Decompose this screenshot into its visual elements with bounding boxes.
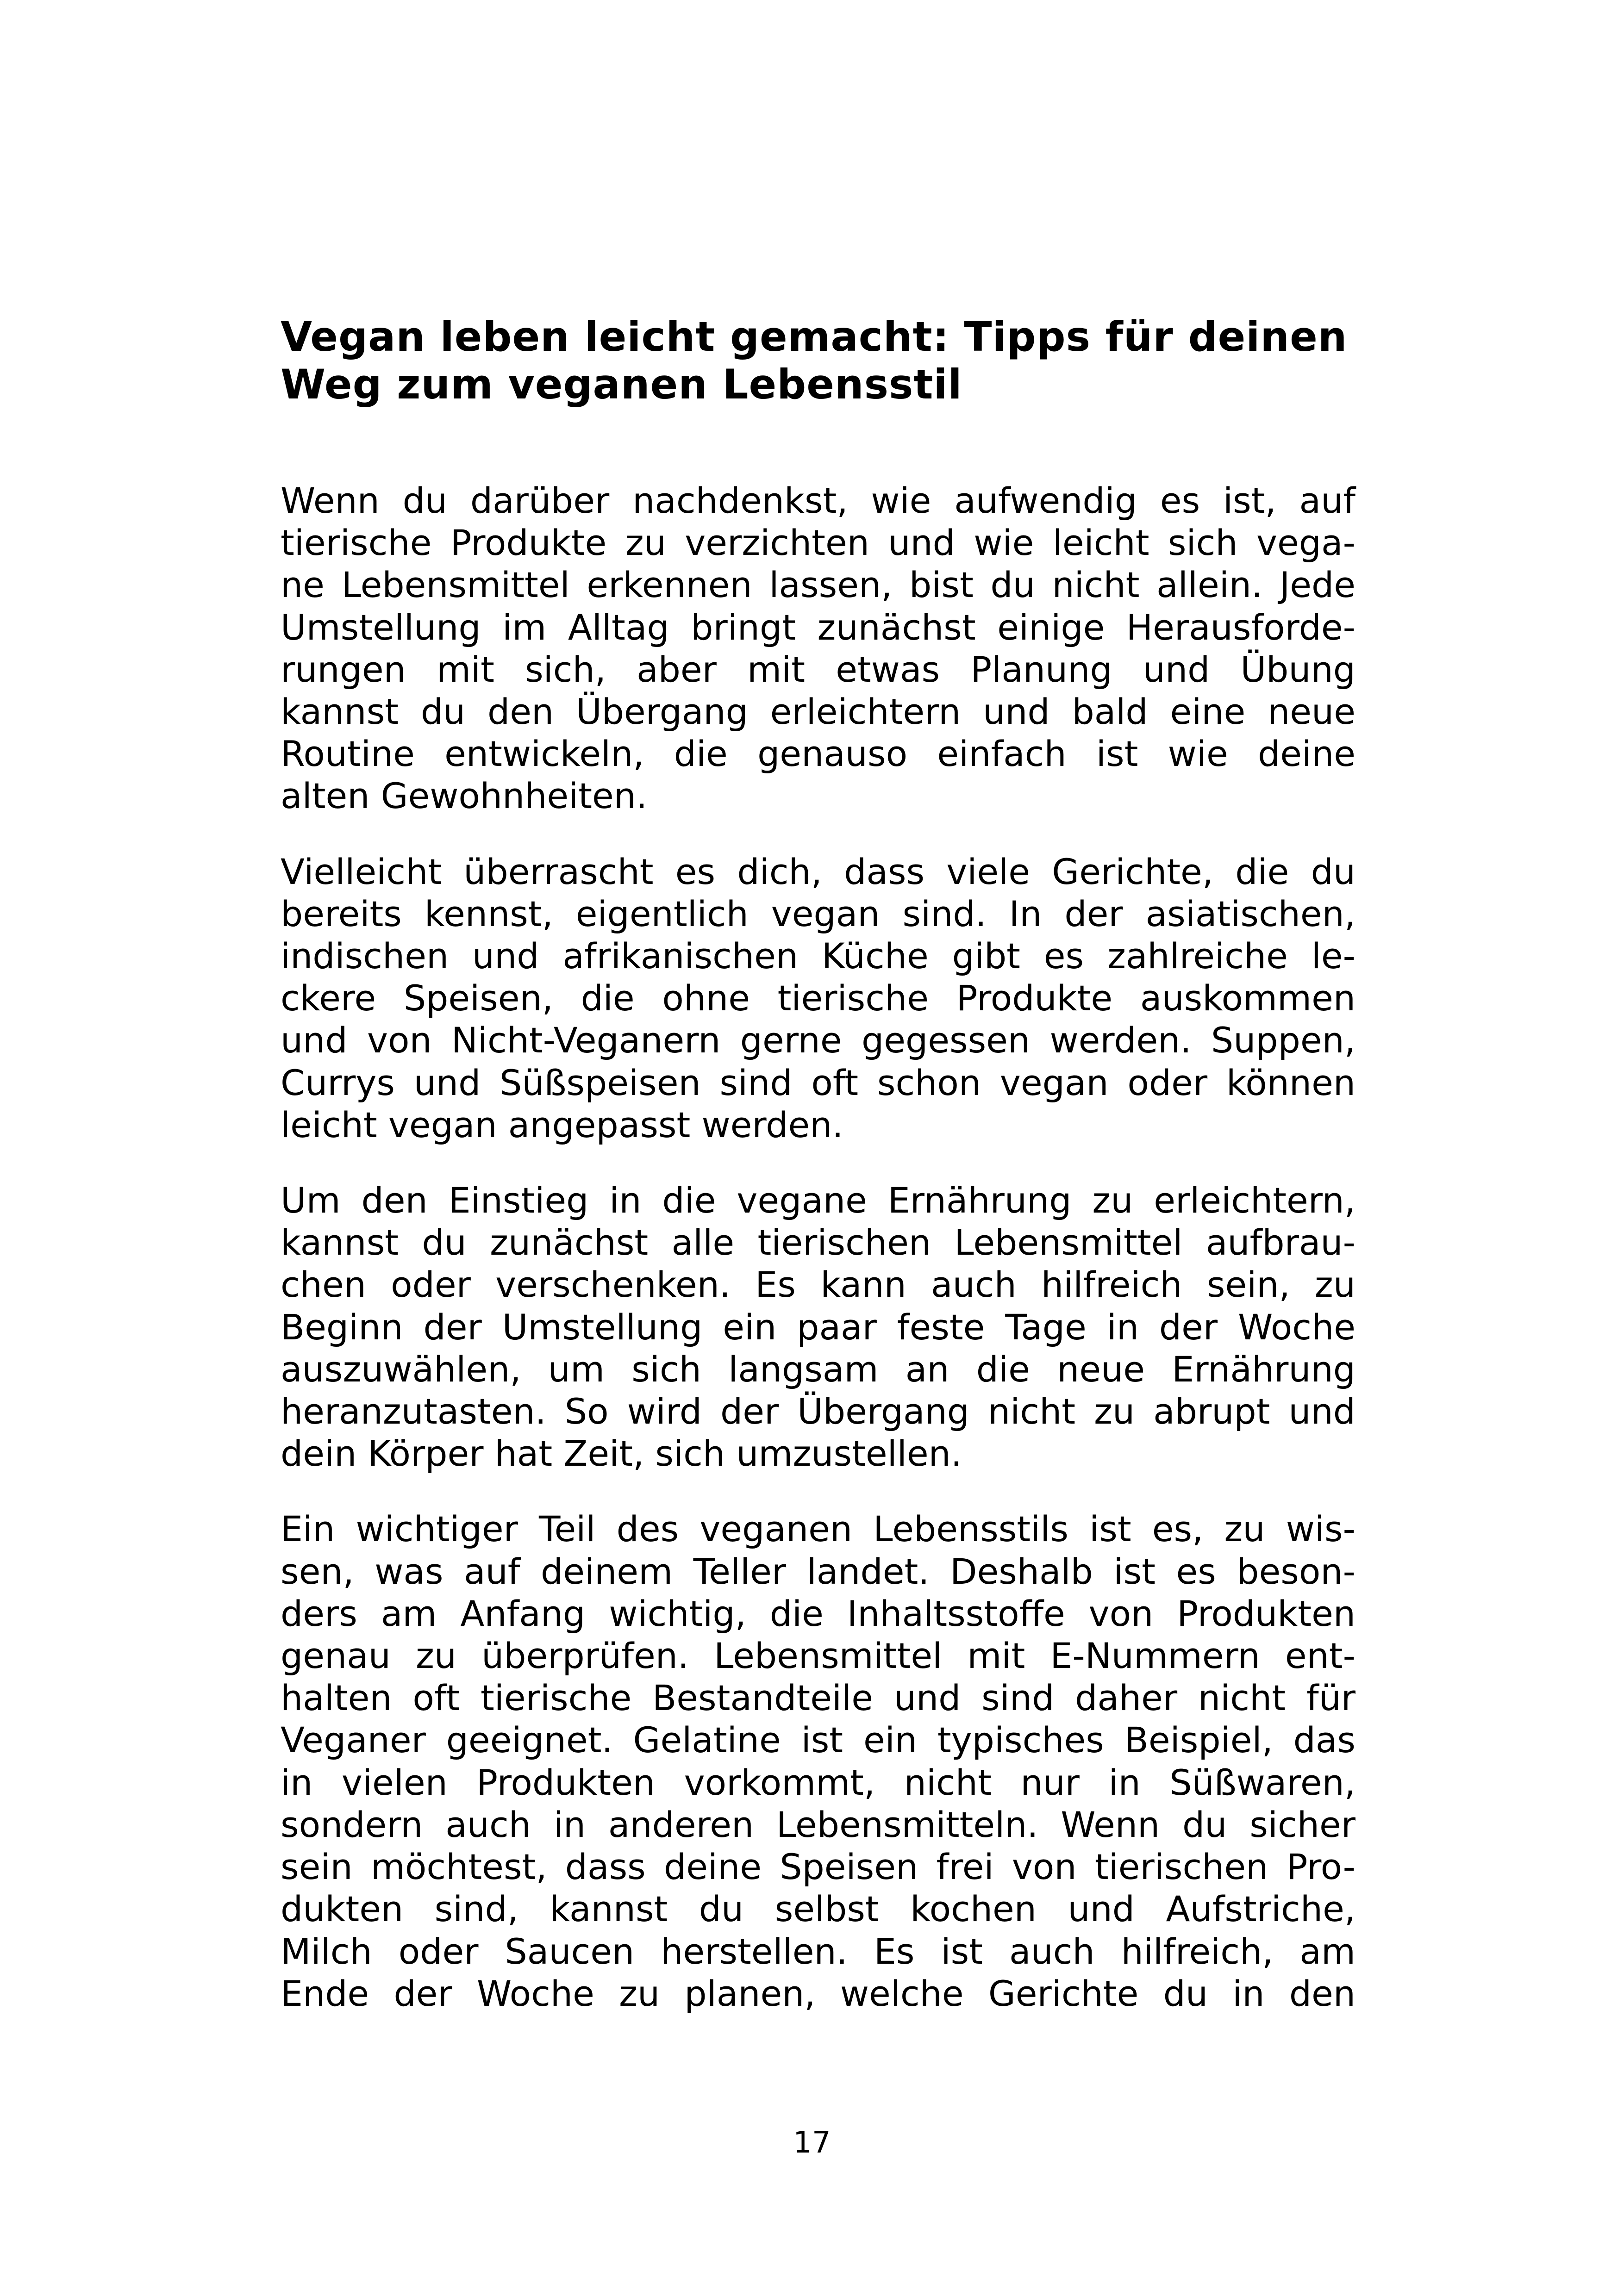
paragraph-1 xyxy=(281,479,1355,817)
text-line: halten oft tierische Bestandteile und sind daher nicht für xyxy=(281,1677,1355,1719)
paragraph-3 xyxy=(281,1179,1355,1475)
text-line: Vielleicht überrascht es dich, dass viele Gerichte, die du xyxy=(281,851,1355,892)
text-line: heranzutasten. So wird der Übergang nicht zu abrupt und xyxy=(281,1391,1355,1432)
text-line: sondern auch in anderen Lebensmitteln. Wenn du sicher xyxy=(281,1804,1355,1845)
page-number: 17 xyxy=(793,2126,831,2160)
text-line: alten Gewohnheiten. xyxy=(281,775,648,817)
text-line: tierische Produkte zu verzichten und wie leicht sich vega- xyxy=(281,522,1355,564)
text-line: bereits kennst, eigentlich vegan sind. In der asiatischen, xyxy=(281,893,1355,934)
text-line: genau zu überprüfen. Lebensmittel mit E-Nummern ent- xyxy=(281,1635,1355,1677)
text-line: und von Nicht-Veganern gerne gegessen werden. Suppen, xyxy=(281,1020,1355,1061)
text-line: sein möchtest, dass deine Speisen frei von tierischen Pro- xyxy=(281,1846,1355,1888)
text-line: sen, was auf deinem Teller landet. Deshalb ist es beson- xyxy=(281,1550,1355,1592)
paragraph-2 xyxy=(281,851,1355,1146)
heading-line: Vegan leben leicht gemacht: Tipps für deinen xyxy=(281,313,1348,361)
text-line: dein Körper hat Zeit, sich umzustellen. xyxy=(281,1433,962,1475)
text-line: ckere Speisen, die ohne tierische Produkte auskommen xyxy=(281,977,1355,1019)
text-line: Milch oder Saucen herstellen. Es ist auch hilfreich, am xyxy=(281,1930,1355,1972)
page-content xyxy=(281,313,1355,2048)
text-line: ne Lebensmittel erkennen lassen, bist du nicht allein. Jede xyxy=(281,564,1355,606)
text-line: Wenn du darüber nachdenkst, wie aufwendig es ist, auf xyxy=(281,480,1355,521)
text-line: dukten sind, kannst du selbst kochen und Aufstriche, xyxy=(281,1888,1355,1930)
text-line: Currys und Süßspeisen sind oft schon vegan oder können xyxy=(281,1062,1355,1103)
body-text xyxy=(281,479,1355,2015)
paragraph-4 xyxy=(281,1508,1355,2014)
chapter-heading xyxy=(281,313,1355,408)
heading-line: Weg zum veganen Lebensstil xyxy=(281,361,962,408)
text-line: auszuwählen, um sich langsam an die neue Ernährung xyxy=(281,1348,1355,1390)
text-line: Beginn der Umstellung ein paar feste Tage in der Woche xyxy=(281,1306,1355,1348)
text-line: Routine entwickeln, die genauso einfach ist wie deine xyxy=(281,733,1355,775)
text-line: leicht vegan angepasst werden. xyxy=(281,1104,843,1145)
text-line: Um den Einstieg in die vegane Ernährung zu erleichtern, xyxy=(281,1180,1355,1221)
text-line: kannst du den Übergang erleichtern und bald eine neue xyxy=(281,691,1355,733)
text-line: chen oder verschenken. Es kann auch hilfreich sein, zu xyxy=(281,1264,1355,1306)
text-line: rungen mit sich, aber mit etwas Planung und Übung xyxy=(281,648,1355,690)
text-line: Veganer geeignet. Gelatine ist ein typisches Beispiel, das xyxy=(281,1719,1355,1761)
text-line: indischen und afrikanischen Küche gibt es zahlreiche le- xyxy=(281,935,1355,977)
text-line: Umstellung im Alltag bringt zunächst einige Herausforde- xyxy=(281,606,1355,648)
text-line: ders am Anfang wichtig, die Inhaltsstoffe von Produkten xyxy=(281,1593,1355,1634)
text-line: kannst du zunächst alle tierischen Lebensmittel aufbrau- xyxy=(281,1222,1355,1263)
text-line: Ende der Woche zu planen, welche Gerichte du in den xyxy=(281,1972,1355,2014)
text-line: Ein wichtiger Teil des veganen Lebensstils ist es, zu wis- xyxy=(281,1508,1355,1550)
text-line: in vielen Produkten vorkommt, nicht nur in Süßwaren, xyxy=(281,1761,1355,1803)
